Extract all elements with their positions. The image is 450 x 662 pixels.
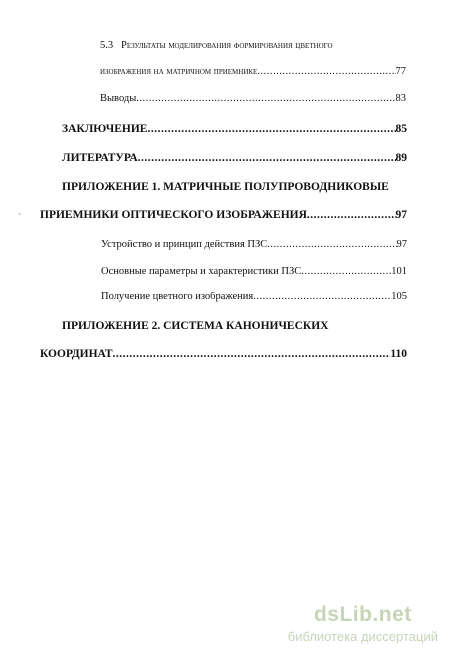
dot-leader — [138, 153, 396, 165]
toc-entry-summary[interactable] — [62, 124, 407, 136]
toc-entry-appendix-1-title: ПРИЛОЖЕНИЕ 1. МАТРИЧНЫЕ ПОЛУПРОВОДНИКОВЫЕ — [62, 181, 389, 193]
toc-page-number: 101 — [391, 267, 407, 277]
toc-entry-appendix-2-title: ПРИЛОЖЕНИЕ 2. СИСТЕМА КАНОНИЧЕСКИХ — [62, 320, 329, 332]
toc-entry-label: Выводы — [100, 94, 137, 104]
dot-leader — [301, 267, 391, 278]
toc-entry-label: Получение цветного изображения — [101, 292, 254, 302]
toc-entry-ccd-parameters[interactable] — [101, 267, 407, 278]
toc-entry-label: Результаты моделирования формирования цветного — [121, 40, 333, 51]
toc-entry-5-3[interactable] — [100, 67, 406, 78]
toc-entry-appendix-2[interactable] — [40, 349, 407, 361]
toc-entry-label: КООРДИНАТ — [40, 349, 113, 360]
toc-entry-label: Основные параметры и характеристики ПЗС — [101, 267, 302, 277]
toc-entry-ccd-device[interactable] — [101, 240, 407, 251]
toc-entry-label: ЗАКЛЮЧЕНИЕ — [62, 124, 148, 135]
toc-entry-5-3-title — [100, 41, 333, 52]
toc-entry-label: ПРИЕМНИКИ ОПТИЧЕСКОГО ИЗОБРАЖЕНИЯ — [40, 210, 307, 221]
toc-page-number: 77 — [395, 67, 406, 77]
toc-entry-label: Устройство и принцип действия ПЗС — [101, 240, 268, 250]
toc-entry-color-image[interactable] — [101, 292, 407, 303]
dot-leader — [267, 240, 396, 251]
toc-page-number: 89 — [395, 153, 407, 164]
dot-leader — [113, 349, 391, 361]
margin-mark: ` — [18, 213, 22, 224]
dot-leader — [257, 67, 395, 78]
toc-page-number: 110 — [390, 349, 407, 360]
toc-page-number: 97 — [395, 210, 407, 221]
toc-entry-appendix-1[interactable] — [40, 210, 407, 222]
toc-page-number: 105 — [391, 292, 407, 302]
toc-entry-literature[interactable] — [62, 153, 407, 165]
watermark — [288, 603, 438, 644]
toc-page-number: 97 — [396, 240, 407, 250]
dot-leader — [307, 210, 396, 222]
toc-entry-conclusions[interactable] — [100, 94, 406, 105]
toc-entry-label: изображения на матричном приемнике — [100, 67, 258, 77]
watermark-logo: dsLib.net — [313, 603, 412, 626]
toc-entry-number: 5.3 — [100, 40, 114, 51]
watermark-subtitle: библиотека диссертаций — [287, 629, 438, 644]
toc-entry-label: ЛИТЕРАТУРА — [62, 153, 138, 164]
toc-page-number: 83 — [395, 94, 406, 104]
dot-leader — [147, 124, 395, 136]
dot-leader — [253, 292, 391, 303]
dot-leader — [136, 94, 395, 105]
toc-page-number: 85 — [395, 124, 407, 135]
